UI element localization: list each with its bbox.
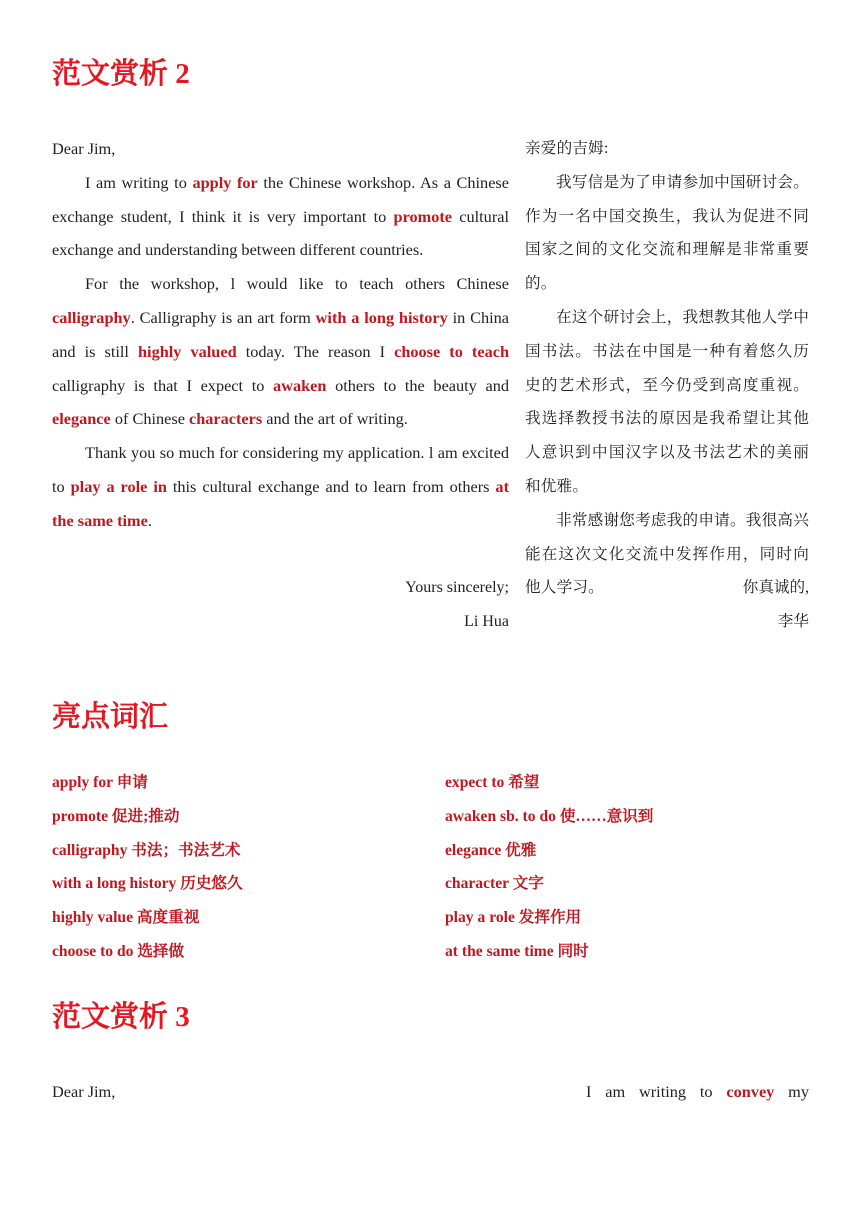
keyword-highlight: elegance [52, 409, 111, 429]
keyword-highlight: characters [189, 409, 263, 429]
english-greeting: Dear Jim, [52, 139, 116, 158]
vocab-item: expect to 希望 [445, 774, 540, 791]
chinese-letter [525, 132, 809, 605]
section3-greeting: Dear Jim, [52, 1082, 116, 1101]
keyword-highlight: awaken [273, 375, 327, 395]
vocab-item: character 文字 [445, 875, 544, 893]
keyword-highlight: highly valued [138, 341, 237, 361]
keyword-highlight: play a role in [70, 476, 167, 496]
vocab-item: apply for 申请 [52, 774, 148, 791]
vocab-item: elegance 优雅 [445, 841, 537, 859]
vocab-item: play a role 发挥作用 [445, 909, 582, 927]
vocab-item: with a long history 历史悠久 [52, 875, 243, 893]
english-signature: Li Hua [464, 613, 509, 630]
vocab-item: highly value 高度重视 [52, 909, 200, 927]
vocab-item: promote 促进;推动 [52, 807, 180, 825]
english-paragraph-3: Thank you so much for considering my application. l am excited to play a role in this cultural exchange and to learn from others at the same time. [52, 443, 509, 530]
chinese-paragraph-1: 我写信是为了申请参加中国研讨会。作为一名中国交换生，我认为促进不同国家之间的文化交流和理解是非常重要的。 [525, 173, 809, 293]
section3-paragraph-start: I am writing to convey my [586, 1082, 809, 1101]
vocab-list-left [52, 766, 243, 969]
keyword-highlight: convey [726, 1082, 775, 1101]
english-letter [52, 132, 509, 538]
keyword-highlight: apply for [192, 172, 258, 192]
keyword-highlight: with a long history [315, 307, 448, 327]
chinese-paragraph-2: 在这个研讨会上，我想教其他人学中国书法。书法在中国是一种有着悠久历史的艺术形式，至今仍受到高度重视。我选择教授书法的原因是我希望让其他人意识到中国汉字以及书法艺术的美丽和优雅。 [525, 308, 809, 495]
english-paragraph-1: I am writing to apply for the Chinese workshop. As a Chinese exchange student, I think it is very important to promote cultural exchange and understanding between different countries. [52, 172, 509, 260]
section3-line [586, 1075, 809, 1109]
chinese-signature: 李华 [777, 613, 809, 630]
keyword-highlight: calligraphy [52, 307, 131, 327]
keyword-highlight: choose to teach [394, 341, 509, 361]
chinese-closing: 你真诚的, [742, 579, 809, 596]
vocab-heading: 亮点词汇 [52, 701, 169, 733]
vocab-item: calligraphy 书法；书法艺术 [52, 841, 241, 859]
keyword-highlight: promote [393, 206, 453, 226]
vocab-list-right [445, 766, 653, 969]
english-paragraph-2: For the workshop, l would like to teach others Chinese calligraphy. Calligraphy is an art form with a long history in China and is still highly valued today. The reason I choose to teach calligraphy is that I expect to awaken others to the beauty and elegance of Chinese characters and the art of writing. [52, 274, 509, 429]
vocab-item: choose to do 选择做 [52, 942, 185, 960]
chinese-paragraph-3: 非常感谢您考虑我的申请。我很高兴能在这次文化交流中发挥作用，同时向他人学习。 [525, 511, 809, 597]
vocab-item: at the same time 同时 [445, 942, 589, 960]
vocab-item: awaken sb. to do 使……意识到 [445, 807, 654, 825]
section2-heading: 范文赏析 2 [52, 58, 190, 90]
section3-heading: 范文赏析 3 [52, 1001, 190, 1033]
chinese-greeting: 亲爱的吉姆: [525, 140, 609, 157]
keyword-highlight: at the same time [52, 476, 509, 530]
english-closing: Yours sincerely; [405, 579, 509, 596]
